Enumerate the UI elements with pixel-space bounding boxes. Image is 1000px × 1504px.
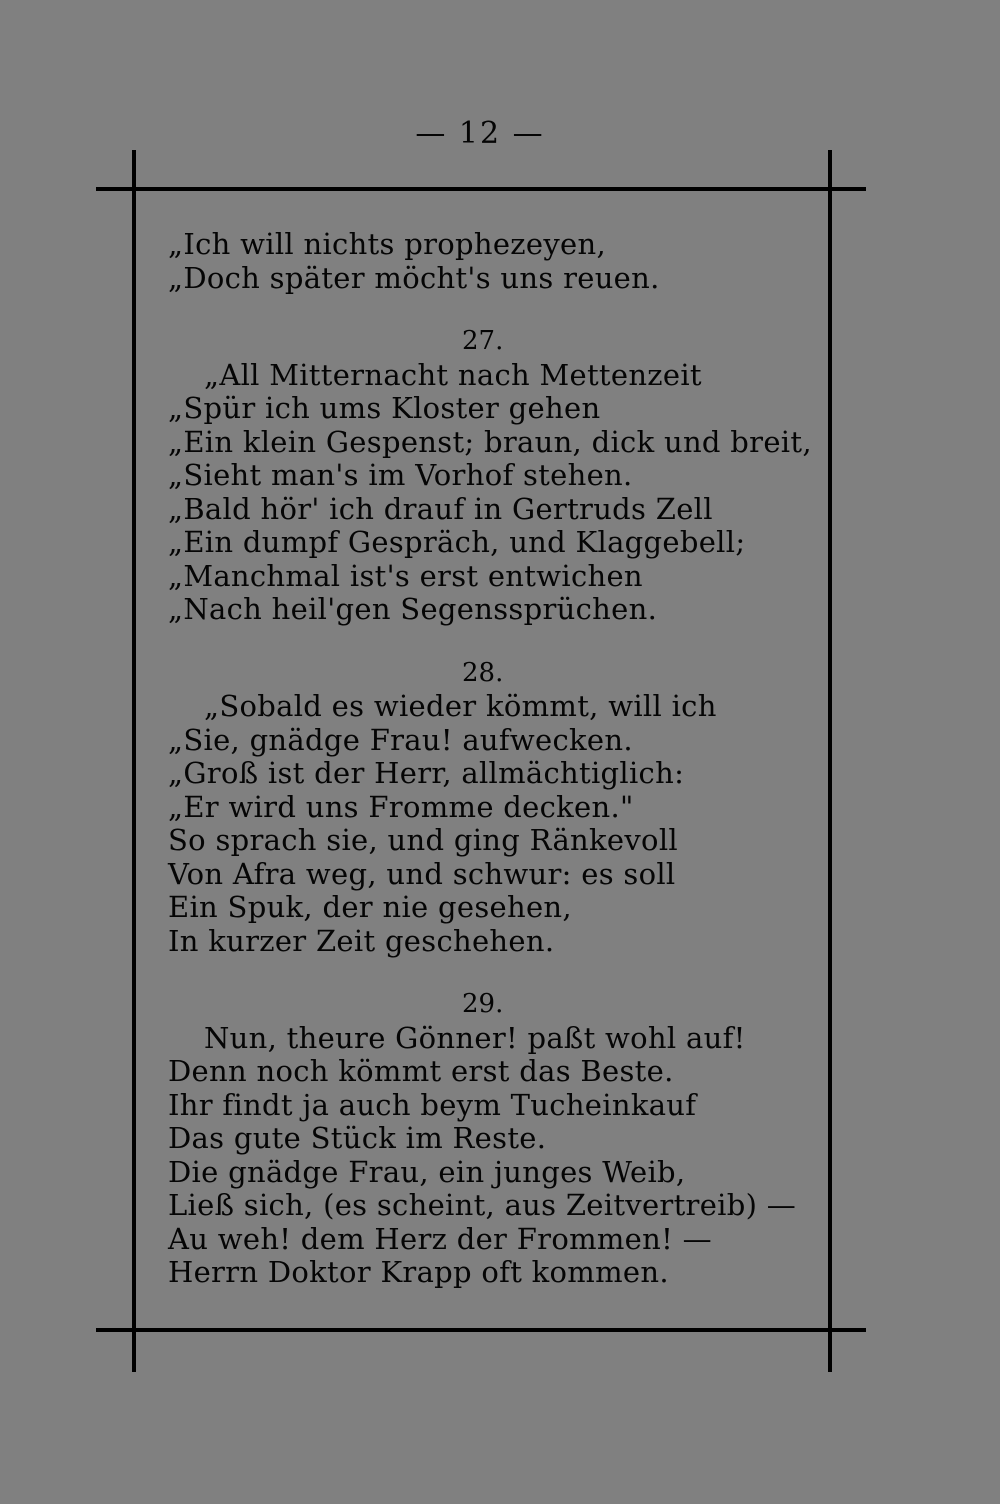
stanza-number: 29. (462, 989, 504, 1019)
verse-line: „Sieht man's im Vorhof stehen. (168, 458, 633, 492)
verse-line: „Groß ist der Herr, allmächtiglich: (168, 756, 685, 790)
verse-line: „All Mitternacht nach Mettenzeit (204, 357, 702, 392)
poem-text (168, 227, 812, 1290)
verse-line: Das gute Stück im Reste. (168, 1121, 547, 1155)
verse-line: „Ein dumpf Gespräch, und Klaggebell; (168, 525, 746, 559)
verse-line: „Er wird uns Fromme decken." (168, 789, 634, 824)
verse-line: Von Afra weg, und schwur: es soll (168, 856, 676, 891)
verse-line: „Doch später möcht's uns reuen. (168, 260, 660, 295)
verse-line: Herrn Doktor Krapp oft kommen. (168, 1255, 669, 1289)
verse-line: „Ich will nichts prophezeyen, (168, 227, 606, 261)
verse-line: „Manchmal ist's erst entwichen (168, 558, 643, 593)
verse-line: In kurzer Zeit geschehen. (168, 923, 555, 958)
page-number: — 12 — (415, 116, 545, 151)
verse-line: Au weh! dem Herz der Frommen! — (168, 1221, 712, 1256)
verse-line: „Sie, gnädge Frau! aufwecken. (168, 722, 633, 757)
stanza-number: 27. (462, 326, 504, 356)
stanza-number: 28. (462, 657, 504, 688)
verse-line: „Spür ich ums Kloster gehen (168, 391, 601, 425)
verse-line: Denn noch kömmt erst das Beste. (168, 1054, 674, 1088)
frame-right-rule (828, 150, 832, 1372)
frame-left-rule (132, 150, 136, 1372)
verse-line: Die gnädge Frau, ein junges Weib, (168, 1154, 686, 1189)
verse-line: Ein Spuk, der nie gesehen, (168, 890, 572, 924)
verse-line: Nun, theure Gönner! paßt wohl auf! (204, 1020, 746, 1055)
verse-line: „Bald hör' ich drauf in Gertruds Zell (168, 491, 713, 526)
verse-line: Ließ sich, (es scheint, aus Zeitvertreib) — (168, 1188, 797, 1222)
verse-line: „Ein klein Gespenst; braun, dick und breit, (168, 424, 812, 459)
frame-bottom-rule (96, 1328, 866, 1332)
verse-line: So sprach sie, und ging Ränkevoll (168, 823, 678, 857)
verse-line: „Nach heil'gen Segenssprüchen. (168, 592, 658, 626)
verse-line: „Sobald es wieder kömmt, will ich (204, 689, 717, 723)
frame-top-rule (96, 187, 866, 191)
verse-line: Ihr findt ja auch beym Tucheinkauf (168, 1087, 697, 1122)
